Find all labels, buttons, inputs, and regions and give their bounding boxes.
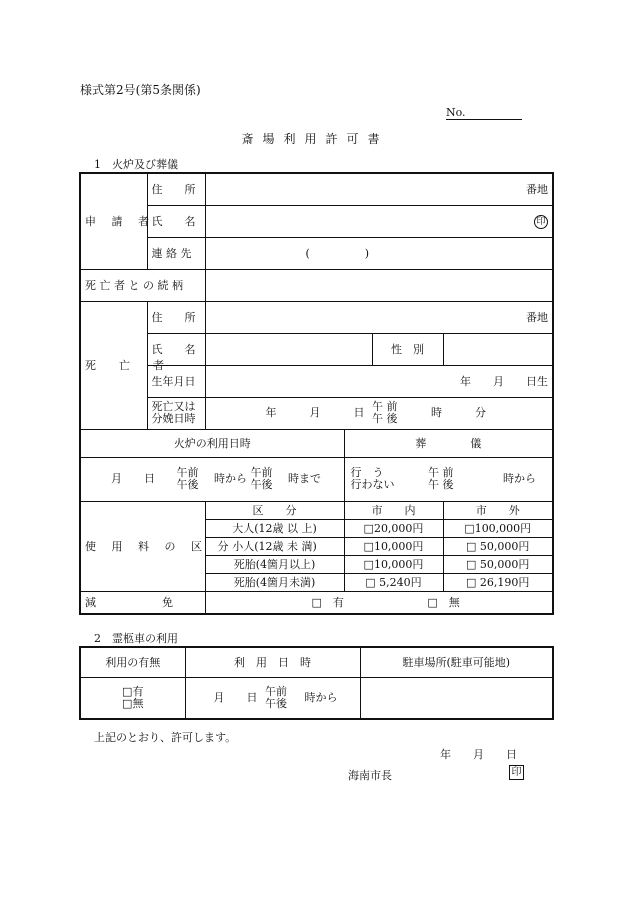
cremation-am2: 午前	[250, 466, 273, 479]
funeral-dont[interactable]: 行わない	[350, 478, 395, 491]
official-seal-icon: 印	[509, 765, 524, 780]
deceased-sex-field[interactable]	[443, 333, 553, 365]
death-label-line2: 分娩日時	[151, 412, 196, 425]
fee-row-label: 大人(12歳 以 上)	[205, 519, 344, 537]
issue-date: 年 月 日	[440, 748, 517, 761]
death-pm: 午 後	[372, 412, 398, 425]
hearse-date: 月 日	[213, 690, 258, 704]
deceased-death-label	[147, 397, 205, 429]
applicant-name-label: 氏 名	[147, 205, 205, 237]
deceased-sex-label: 性 別	[372, 333, 443, 365]
fee-row-label: 死胎(4箇月以上)	[205, 555, 344, 573]
seal-icon: 印	[534, 215, 548, 229]
death-time: 時 分	[431, 406, 486, 419]
death-date: 年 月 日	[265, 406, 365, 419]
death-am: 午 前	[372, 400, 398, 413]
fee-row-label: 小人(12歳 未 満)	[205, 537, 344, 555]
applicant-address-label: 住 所	[147, 173, 205, 205]
deceased-address-suffix: 番地	[526, 310, 548, 324]
applicant-contact-label: 連 絡 先	[147, 237, 205, 269]
hearse-col-use: 利用の有無	[80, 647, 185, 677]
deceased-address-label: 住 所	[147, 301, 205, 333]
cremation-datetime-header: 火炉の利用日時	[80, 429, 344, 457]
fee-city-checkbox[interactable]: □10,000円	[344, 537, 443, 555]
death-label-line1: 死亡又は	[151, 400, 196, 413]
fee-outside-checkbox[interactable]: □ 50,000円	[443, 555, 553, 573]
page-title: 斎場利用許可書	[241, 132, 389, 146]
cremation-am: 午前	[176, 466, 199, 479]
document-number-field[interactable]	[446, 106, 522, 120]
funeral-header: 葬 儀	[344, 429, 553, 457]
fees-col-class: 区 分	[205, 501, 344, 519]
section-2-heading: 2 霊柩車の利用	[94, 632, 178, 645]
document-number-label: No.	[446, 106, 466, 119]
exemption-label: 減 免	[80, 591, 205, 614]
fee-outside-checkbox[interactable]: □ 50,000円	[443, 537, 553, 555]
applicant-name-field[interactable]	[205, 205, 553, 237]
funeral-field[interactable]	[344, 457, 553, 501]
hearse-use-field	[80, 677, 185, 719]
hearse-parking-field[interactable]	[360, 677, 553, 719]
deceased-name-field[interactable]	[205, 333, 372, 365]
fees-col-city: 市 内	[344, 501, 443, 519]
hearse-col-parking: 駐車場所(駐車可能地)	[360, 647, 553, 677]
issuer-name: 海南市長	[348, 769, 392, 782]
cremation-pm: 午後	[176, 478, 199, 491]
applicant-contact-field[interactable]	[205, 237, 553, 269]
funeral-do[interactable]: 行 う	[350, 466, 384, 479]
hearse-pm: 午後	[265, 696, 287, 710]
applicant-address-field[interactable]	[205, 173, 553, 205]
fees-col-outside: 市 外	[443, 501, 553, 519]
hearse-from: 時から	[304, 690, 338, 704]
form-code: 様式第2号(第5条関係)	[80, 83, 201, 97]
hearse-use-yes-checkbox[interactable]: □有	[122, 684, 144, 698]
deceased-birth-field[interactable]	[205, 365, 553, 397]
applicant-group-label: 申 請 者	[80, 173, 147, 269]
contact-paren: ( )	[305, 246, 370, 260]
section-1-heading: 1 火炉及び葬儀	[94, 158, 178, 171]
cremation-from: 時から	[214, 472, 247, 485]
cremation-date: 月 日	[111, 472, 155, 485]
funeral-pm: 午 後	[428, 478, 454, 491]
applicant-address-suffix: 番地	[526, 182, 548, 196]
fee-city-checkbox[interactable]: □ 5,240円	[344, 573, 443, 591]
exemption-field	[205, 591, 553, 614]
deceased-birth-label: 生年月日	[147, 365, 205, 397]
fee-city-checkbox[interactable]: □20,000円	[344, 519, 443, 537]
deceased-death-field[interactable]	[205, 397, 553, 429]
hearse-datetime-field[interactable]	[185, 677, 360, 719]
hearse-use-no-checkbox[interactable]: □無	[122, 696, 144, 710]
birth-value: 年 月 日生	[460, 374, 548, 388]
cremation-datetime-field[interactable]	[80, 457, 344, 501]
deceased-address-field[interactable]	[205, 301, 553, 333]
hearse-am: 午前	[265, 684, 287, 698]
permission-statement: 上記のとおり、許可します。	[94, 731, 237, 744]
cremation-until: 時まで	[288, 472, 321, 485]
funeral-am: 午 前	[428, 466, 454, 479]
relation-field[interactable]	[205, 269, 553, 301]
exemption-no-checkbox[interactable]: □ 無	[427, 595, 460, 609]
deceased-group-label: 死 亡 者	[80, 301, 147, 429]
fee-outside-checkbox[interactable]: □ 26,190円	[443, 573, 553, 591]
fee-row-label: 死胎(4箇月未満)	[205, 573, 344, 591]
funeral-from: 時から	[503, 472, 536, 485]
cremation-funeral-table	[79, 172, 554, 615]
exemption-yes-checkbox[interactable]: □ 有	[311, 595, 344, 609]
fee-city-checkbox[interactable]: □10,000円	[344, 555, 443, 573]
hearse-col-datetime: 利 用 日 時	[185, 647, 360, 677]
deceased-name-label: 氏 名	[147, 333, 205, 365]
fee-outside-checkbox[interactable]: □100,000円	[443, 519, 553, 537]
fees-group-label: 使 用 料 の 区 分	[80, 501, 205, 591]
relation-label: 死 亡 者 と の 続 柄	[80, 269, 205, 301]
cremation-pm2: 午後	[250, 478, 273, 491]
hearse-table	[79, 646, 554, 720]
